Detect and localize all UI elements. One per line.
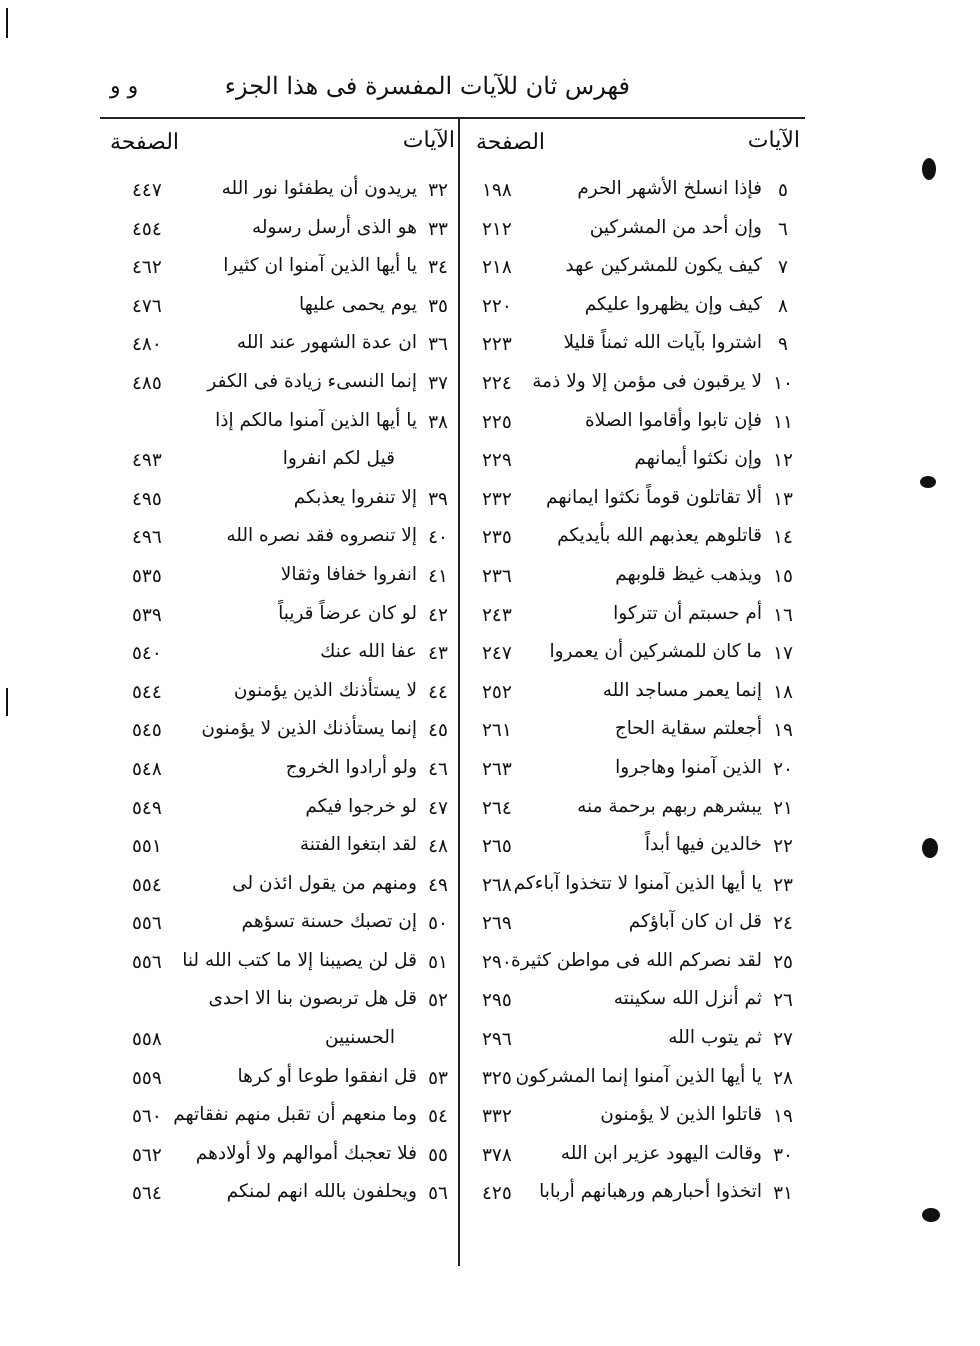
page-ref: ٥٤٥ [132, 720, 162, 742]
verse-number: ٥٥ [428, 1144, 448, 1166]
page-ref: ٢٦١ [482, 720, 512, 742]
page-ref: ٢٦٤ [482, 797, 512, 819]
verse-number: ٤٥ [428, 720, 448, 742]
page-ref: ٢٣٥ [482, 527, 512, 549]
page-ref: ٣٣٢ [482, 1106, 512, 1128]
verse-text: ما كان للمشركين أن يعمروا [549, 641, 762, 663]
verse-number: ٣٤ [428, 257, 448, 279]
column-header [470, 128, 800, 172]
index-row [110, 905, 455, 944]
verse-text: ولو أرادوا الخروج [285, 756, 417, 778]
index-row [470, 249, 800, 288]
page-title: فهرس ثان للآيات المفسرة فى هذا الجزء [224, 72, 630, 100]
page-ref: ٥٤٤ [132, 681, 162, 703]
verses-heading: الآيات [747, 128, 800, 153]
verse-text: فلا تعجبك أموالهم ولا أولادهم [195, 1142, 417, 1164]
verse-text: اتخذوا أحبارهم ورهبانهم أربابا [539, 1181, 762, 1203]
verse-text: إنما النسىء زيادة فى الكفر [207, 370, 417, 392]
index-row [110, 365, 455, 404]
verse-text: لقد ابتغوا الفتنة [299, 834, 417, 856]
page-ref: ١٩٨ [482, 180, 512, 201]
verse-text: يا أيها الذين آمنوا مالكم إذا [215, 409, 417, 431]
right-column [470, 128, 800, 1214]
column-header [110, 128, 455, 172]
verse-number: ٩ [778, 334, 788, 356]
index-row [470, 944, 800, 983]
index-row [110, 326, 455, 365]
page-ref: ٤٤٧ [132, 180, 162, 201]
page-ref: ٢٦٨ [482, 874, 512, 896]
verse-text: كيف وإن يظهروا عليكم [584, 293, 762, 315]
page-ref: ٤٦٢ [132, 257, 162, 279]
verse-number: ١٧ [773, 643, 793, 665]
page-ref: ٢٢٩ [482, 450, 512, 472]
page-ref: ٢٢٤ [482, 372, 512, 394]
verse-number: ٢٥ [773, 951, 793, 973]
verse-text: قاتلوهم يعذبهم الله بأيديكم [557, 525, 762, 547]
page-ref: ٢٩٦ [482, 1029, 512, 1051]
verse-text: يوم يحمى عليها [298, 293, 417, 315]
page-ref: ٤٧٦ [132, 295, 162, 317]
verse-text: ويذهب غيظ قلوبهم [615, 563, 762, 585]
verse-text: كيف يكون للمشركين عهد [565, 255, 762, 277]
page-ref: ٥٣٥ [132, 565, 162, 587]
page-ref: ٢٩٥ [482, 990, 512, 1012]
verse-number: ١٢ [773, 450, 793, 472]
page-ref: ٢٢٥ [482, 411, 512, 433]
verse-number: ٤١ [428, 565, 448, 587]
verse-number: ٣٣ [428, 218, 448, 240]
verse-text: يبشرهم ربهم برحمة منه [577, 795, 762, 817]
index-row [110, 1175, 455, 1214]
verse-text: ان عدة الشهور عند الله [236, 332, 417, 354]
verse-number: ٢٧ [773, 1029, 793, 1051]
index-row [110, 712, 455, 751]
verse-text: إن تصبك حسنة تسؤهم [241, 911, 417, 933]
page-ref: ٤٥٤ [132, 218, 162, 240]
scan-speck [922, 838, 938, 858]
verse-number: ٣٢ [428, 180, 448, 201]
page-ref: ٥٥٩ [132, 1067, 162, 1089]
index-row [470, 1098, 800, 1137]
verse-text: عفا الله عنك [320, 641, 417, 663]
verse-number: ٢٣ [773, 874, 793, 896]
page-heading: الصفحة [110, 130, 180, 155]
verse-text: قيل لكم انفروا [282, 448, 395, 470]
page-ref: ٢٥٢ [482, 681, 512, 703]
verse-text: فإن تابوا وأقاموا الصلاة [584, 409, 762, 431]
index-row [110, 404, 455, 443]
verse-text: لا يرقبون فى مؤمن إلا ولا ذمة [532, 370, 762, 392]
page-ref: ٥٥٦ [132, 913, 162, 935]
verse-text: خالدين فيها أبداً [644, 834, 762, 856]
page-header [110, 72, 630, 112]
index-row-continuation [110, 1021, 455, 1060]
index-row [470, 1175, 800, 1214]
index-list [470, 172, 800, 1214]
index-row [470, 1060, 800, 1099]
verse-number: ٨ [778, 295, 788, 317]
verse-text: قل هل تربصون بنا الا احدى [208, 988, 417, 1010]
verse-text: يا أيها الذين آمنوا ان كثيرا [223, 255, 417, 277]
page-ref: ٥٦٤ [132, 1183, 162, 1205]
verse-number: ٤٠ [428, 527, 448, 549]
index-row [110, 635, 455, 674]
page-ref: ٣٧٨ [482, 1144, 512, 1166]
verse-number: ٣٠ [773, 1144, 793, 1166]
index-row [110, 828, 455, 867]
index-row [470, 558, 800, 597]
page-ref: ٢١٢ [482, 218, 512, 240]
verse-number: ٢٢ [773, 836, 793, 858]
verse-number: ٣٩ [428, 488, 448, 510]
verse-text: إنما يستأذنك الذين لا يؤمنون [201, 718, 417, 740]
verse-number: ٣١ [773, 1183, 793, 1205]
page-ref: ٢٣٦ [482, 565, 512, 587]
page-ref: ٢٩٠ [482, 951, 512, 973]
verse-number: ٤٩ [428, 874, 448, 896]
verse-number: ١٩ [773, 720, 793, 742]
verse-number: ٥٣ [428, 1067, 448, 1089]
index-list [110, 172, 455, 1214]
verse-number: ١٩ [773, 1106, 793, 1128]
index-row [470, 905, 800, 944]
index-row [110, 211, 455, 250]
index-row [110, 867, 455, 906]
index-row [470, 790, 800, 829]
column-divider [458, 118, 460, 1266]
verse-text: فإذا انسلخ الأشهر الحرم [577, 178, 762, 199]
verse-number: ٢٠ [773, 758, 793, 780]
index-row [470, 365, 800, 404]
index-row [470, 1137, 800, 1176]
verse-number: ٣٦ [428, 334, 448, 356]
index-row [110, 982, 455, 1021]
page-ref: ٥٥٦ [132, 951, 162, 973]
verse-number: ١٦ [773, 604, 793, 626]
index-row [470, 712, 800, 751]
index-row [470, 404, 800, 443]
verse-text: إنما يعمر مساجد الله [602, 679, 762, 701]
verse-number: ٥٠ [428, 913, 448, 935]
verse-text: يا أيها الذين آمنوا لا تتخذوا آباءكم [513, 872, 762, 894]
verse-text: لو كان عرضاً قريباً [278, 602, 417, 624]
page-ref: ٢٤٣ [482, 604, 512, 626]
verse-number: ٣٥ [428, 295, 448, 317]
page-ref: ٤٢٥ [482, 1183, 512, 1205]
verse-number: ٤٤ [428, 681, 448, 703]
page-ref: ٤٩٣ [132, 450, 162, 472]
scan-speck [922, 158, 936, 180]
page-ref: ٤٨٠ [132, 334, 162, 356]
index-row [470, 828, 800, 867]
verse-number: ١٨ [773, 681, 793, 703]
verse-number: ٥٦ [428, 1183, 448, 1205]
left-column [110, 128, 455, 1214]
index-row [470, 1021, 800, 1060]
index-row [110, 519, 455, 558]
verse-number: ٧ [778, 257, 788, 279]
index-row [470, 326, 800, 365]
verse-text: وإن نكثوا أيمانهم [634, 448, 762, 470]
verse-text: ألا تقاتلون قوماً نكثوا ايمانهم [546, 486, 762, 508]
verse-text: لا يستأذنك الذين يؤمنون [233, 679, 417, 701]
page-ref: ٢٢٣ [482, 334, 512, 356]
page-ref: ٥٤٩ [132, 797, 162, 819]
index-row [470, 635, 800, 674]
verse-text: ثم يتوب الله [668, 1027, 762, 1049]
verse-text: قاتلوا الذين لا يؤمنون [600, 1104, 762, 1126]
page-ref: ٤٩٦ [132, 527, 162, 549]
index-row [110, 1137, 455, 1176]
verse-number: ٤٨ [428, 836, 448, 858]
verse-text: الذين آمنوا وهاجروا [615, 756, 762, 778]
scan-speck [920, 476, 936, 488]
verse-number: ٢٨ [773, 1067, 793, 1089]
verse-text: وما منعهم أن تقبل منهم نفقاتهم [173, 1104, 417, 1126]
index-row [110, 481, 455, 520]
index-row [110, 1098, 455, 1137]
scan-edge-mark [6, 8, 8, 38]
verse-number: ٤٦ [428, 758, 448, 780]
index-row [110, 1060, 455, 1099]
verse-text: قل ان كان آباؤكم [628, 911, 762, 933]
page-ref: ٥٥١ [132, 836, 162, 858]
index-row [110, 944, 455, 983]
verse-number: ٢١ [773, 797, 793, 819]
verse-number: ١٣ [773, 488, 793, 510]
index-row [110, 558, 455, 597]
page-ref: ٥٥٨ [132, 1029, 162, 1051]
index-row-continuation [110, 442, 455, 481]
index-row [470, 982, 800, 1021]
verse-text: ويحلفون بالله انهم لمنكم [226, 1181, 417, 1203]
index-row [470, 172, 800, 211]
verse-text: أم حسبتم أن تتركوا [613, 602, 762, 624]
verse-text: وقالت اليهود عزير ابن الله [560, 1142, 762, 1164]
verse-number: ٣٨ [428, 411, 448, 433]
verse-text: قل انفقوا طوعا أو كرها [237, 1065, 417, 1087]
verse-text: يا أيها الذين آمنوا إنما المشركون [515, 1065, 762, 1087]
verse-number: ٢٦ [773, 990, 793, 1012]
verse-number: ٥١ [428, 951, 448, 973]
index-row [470, 674, 800, 713]
verse-number: ٥٤ [428, 1106, 448, 1128]
page-ref: ٥٥٤ [132, 874, 162, 896]
page-ref: ٢٤٧ [482, 643, 512, 665]
verse-text: هو الذى أرسل رسوله [251, 216, 417, 238]
verse-text: إلا تنصروه فقد نصره الله [226, 525, 417, 547]
page-ref: ٢٣٢ [482, 488, 512, 510]
header-rule [100, 117, 805, 119]
page-number: و و [110, 74, 139, 99]
verse-text: انفروا خفافا وثقالا [280, 563, 417, 585]
index-row [470, 288, 800, 327]
page-ref: ٣٢٥ [482, 1067, 512, 1089]
verse-number: ٥٢ [428, 990, 448, 1012]
page-heading: الصفحة [476, 130, 546, 155]
verses-heading: الآيات [402, 128, 455, 153]
page-ref: ٢٦٥ [482, 836, 512, 858]
verse-number: ١٤ [773, 527, 793, 549]
verse-number: ١٠ [773, 372, 793, 394]
index-row [110, 288, 455, 327]
verse-text: وإن أحد من المشركين [589, 216, 762, 238]
verse-number: ٤٣ [428, 643, 448, 665]
index-row [110, 790, 455, 829]
page-ref: ٢١٨ [482, 257, 512, 279]
verse-text: لو خرجوا فيكم [305, 795, 417, 817]
index-row [110, 674, 455, 713]
page-ref: ٢٦٩ [482, 913, 512, 935]
page-ref: ٢٦٣ [482, 758, 512, 780]
verse-number: ١٥ [773, 565, 793, 587]
verse-text: اشتروا بآيات الله ثمناً قليلا [563, 332, 762, 354]
page-ref: ٢٢٠ [482, 295, 512, 317]
page-ref: ٥٤٠ [132, 643, 162, 665]
verse-text: ومنهم من يقول ائذن لى [232, 872, 417, 894]
verse-number: ٦ [778, 218, 788, 240]
verse-text: ثم أنزل الله سكينته [613, 988, 762, 1010]
index-row [110, 751, 455, 790]
verse-number: ٢٤ [773, 913, 793, 935]
index-row [110, 249, 455, 288]
verse-text: أجعلتم سقاية الحاج [614, 718, 762, 740]
scan-edge-mark [6, 688, 8, 716]
page-ref: ٥٦٢ [132, 1144, 162, 1166]
page-ref: ٥٤٨ [132, 758, 162, 780]
page-ref: ٥٣٩ [132, 604, 162, 626]
verse-text: يريدون أن يطفئوا نور الله [221, 178, 417, 199]
verse-number: ٤٧ [428, 797, 448, 819]
verse-number: ١١ [773, 411, 793, 433]
verse-text: الحسنيين [324, 1027, 395, 1049]
index-row [470, 519, 800, 558]
page-ref: ٤٩٥ [132, 488, 162, 510]
index-row [470, 867, 800, 906]
index-row [110, 597, 455, 636]
scan-speck [922, 1208, 940, 1222]
index-row [470, 442, 800, 481]
verse-text: قل لن يصيبنا إلا ما كتب الله لنا [182, 949, 417, 971]
verse-number: ٥ [778, 180, 788, 201]
index-row [470, 481, 800, 520]
verse-number: ٣٧ [428, 372, 448, 394]
verse-text: إلا تنفروا يعذبكم [293, 486, 417, 508]
verse-number: ٤٢ [428, 604, 448, 626]
page-ref: ٥٦٠ [132, 1106, 162, 1128]
page-ref: ٤٨٥ [132, 372, 162, 394]
index-row [110, 172, 455, 211]
verse-text: لقد نصركم الله فى مواطن كثيرة [511, 949, 762, 971]
index-row [470, 211, 800, 250]
index-row [470, 597, 800, 636]
index-row [470, 751, 800, 790]
